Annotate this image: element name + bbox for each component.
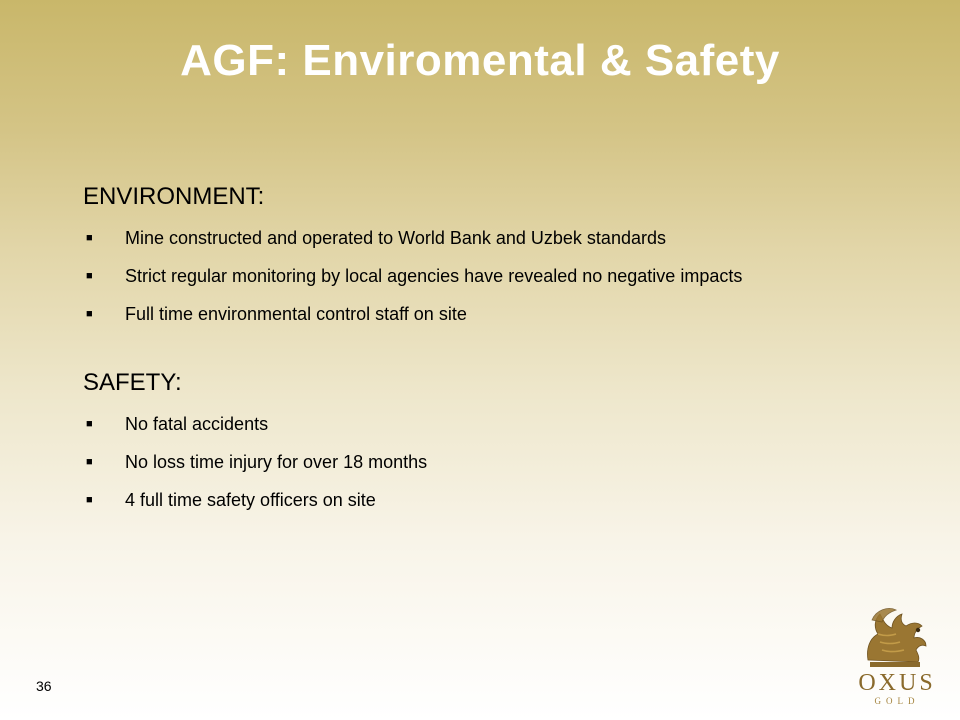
- griffin-emblem-icon: [848, 600, 946, 672]
- square-bullet-icon: ■: [86, 270, 93, 282]
- bullet-item: [83, 451, 863, 473]
- logo-sub-text: GOLD: [874, 696, 920, 706]
- bullet-item: [83, 265, 863, 287]
- bullet-item: [83, 489, 863, 511]
- square-bullet-icon: ■: [86, 418, 93, 430]
- safety-heading: SAFETY:: [83, 369, 182, 396]
- bullet-text: Full time environmental control staff on site: [125, 304, 467, 324]
- bullet-item: [83, 413, 863, 435]
- bullet-item: [83, 227, 863, 249]
- square-bullet-icon: ■: [86, 494, 93, 506]
- bullet-text: Strict regular monitoring by local agencies have revealed no negative impacts: [125, 266, 743, 286]
- square-bullet-icon: ■: [86, 232, 93, 244]
- bullet-text: No fatal accidents: [125, 414, 269, 434]
- page-number: 36: [36, 678, 52, 694]
- square-bullet-icon: ■: [86, 456, 93, 468]
- logo-name-text: OXUS: [858, 670, 936, 696]
- oxus-gold-logo: [848, 600, 946, 710]
- bullet-item: [83, 303, 863, 325]
- environment-bullet-list: [83, 227, 863, 325]
- bullet-text: No loss time injury for over 18 months: [125, 452, 428, 472]
- environment-heading: ENVIRONMENT:: [83, 183, 265, 210]
- square-bullet-icon: ■: [86, 308, 93, 320]
- safety-bullet-list: [83, 413, 863, 511]
- bullet-text: 4 full time safety officers on site: [125, 490, 376, 510]
- bullet-text: Mine constructed and operated to World Bank and Uzbek standards: [125, 228, 666, 248]
- slide-content: [83, 183, 863, 527]
- slide-title: AGF: Enviromental & Safety: [180, 36, 780, 85]
